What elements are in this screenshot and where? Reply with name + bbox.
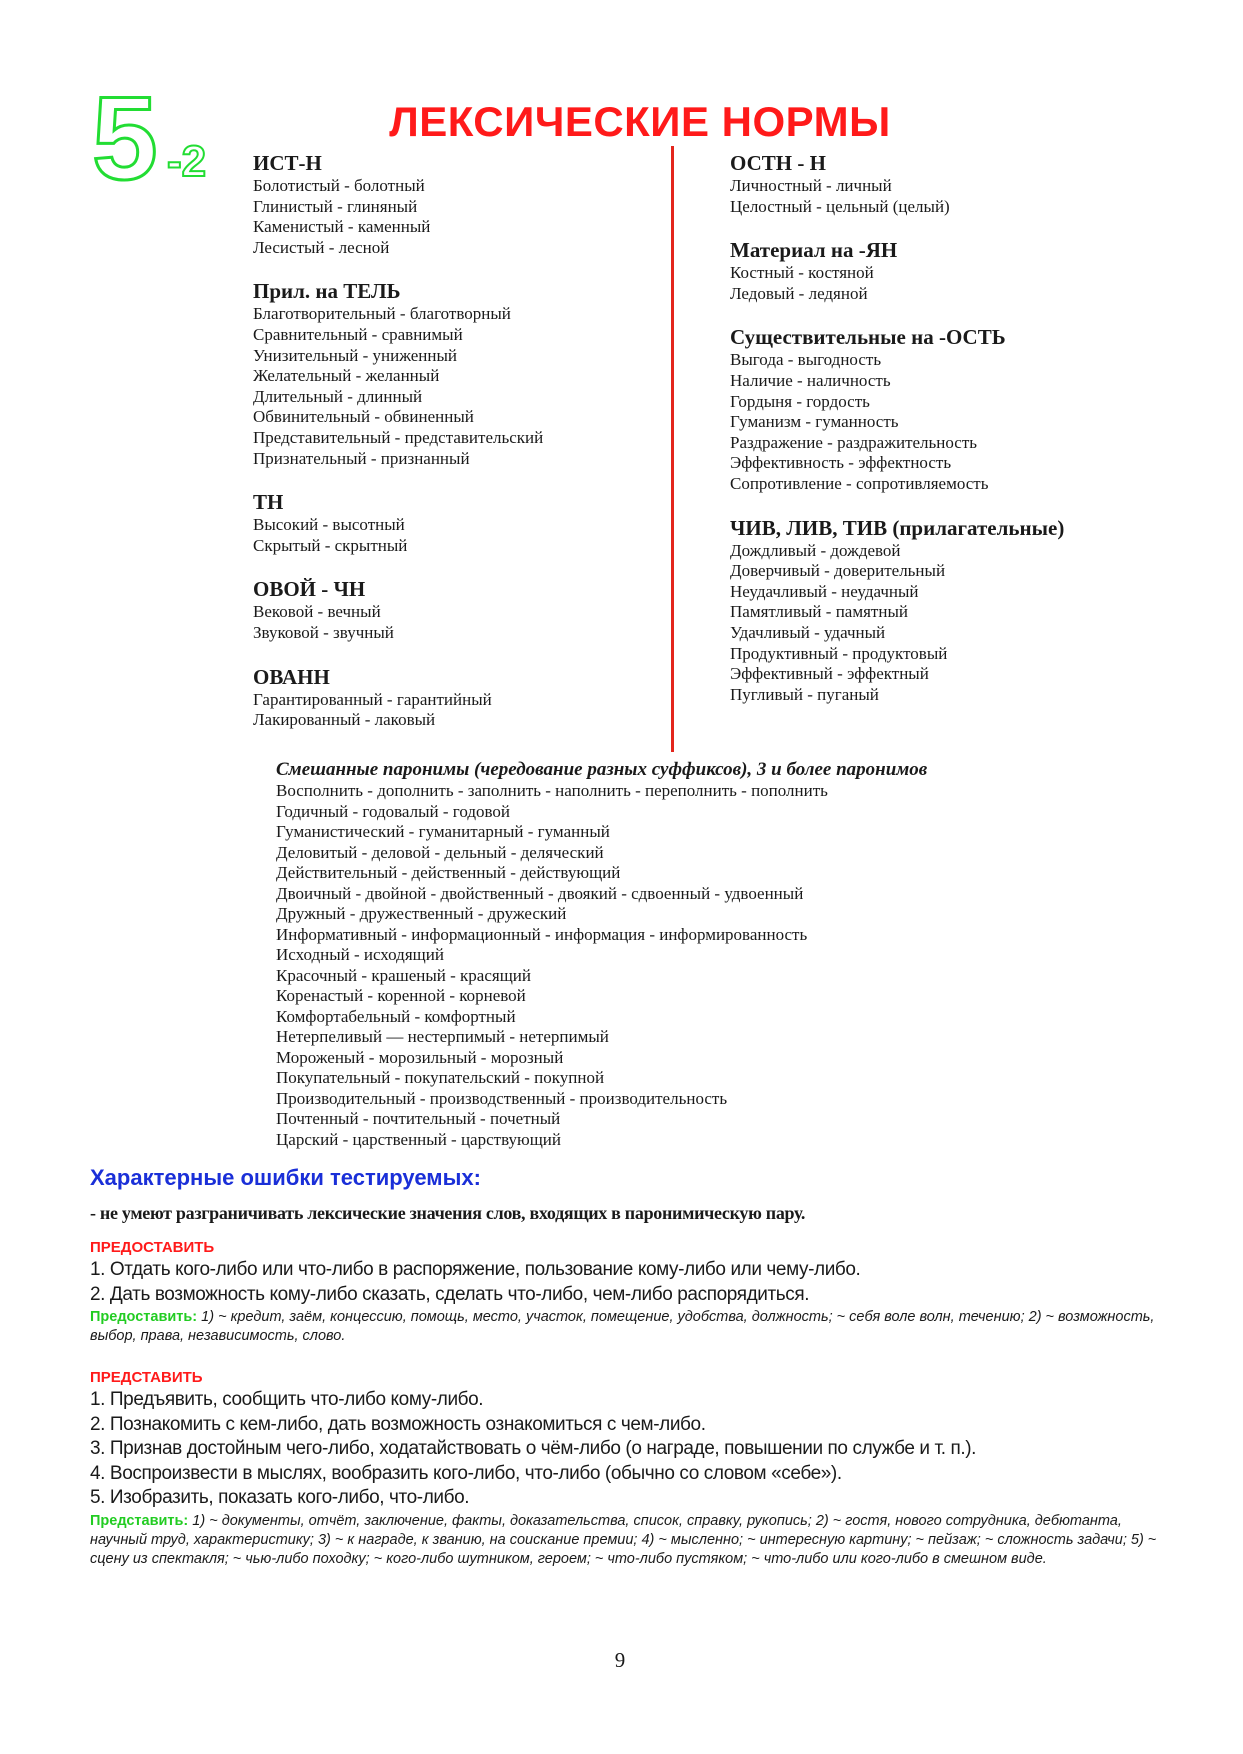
predstavit-examples-text: 1) ~ документы, отчёт, заключение, факты, доказательства, список, справку, рукопись; 2) ~ гостя, нового сотрудника, дебютанта, научный труд, характеристику; 3) ~ к награде, к званию, на соискание премии; 4) ~ мысленно; ~ интересную картину; ~ пейзаж; ~ сложность задачи; 5) ~ сцену из спектакля; ~ чью-либо походку; ~ кого-либо шутником, героем; ~ что-либо пустяком; ~ что-либо или кого-либо в смешном виде. (90, 1512, 1157, 1567)
paronym-pair: Эффективность - эффектность (730, 453, 952, 473)
paronym-section (730, 324, 1150, 494)
definition-item: 3. Признав достойным чего-либо, ходатайствовать о чём-либо (о награде, повышении по службе и т. п.). (90, 1438, 977, 1459)
paronym-pair: Выгода - выгодность (730, 350, 882, 370)
page-number: 9 (614, 1648, 626, 1672)
paronym-pair: Звуковой - звучный (253, 622, 394, 642)
predostavit-examples-text: 1) ~ кредит, заём, концессию, помощь, место, участок, помещение, удобства, должность; ~ себя воле волн, течению; 2) ~ возможность, выбор, права, независимость, слово. (90, 1309, 1155, 1344)
predostavit-title: ПРЕДОСТАВИТЬ (90, 1239, 215, 1256)
paronym-section (730, 150, 1150, 217)
definition-item: 1. Предъявить, сообщить что-либо кому-либо. (90, 1389, 484, 1410)
paronym-pair: Костный - костяной (730, 263, 874, 283)
definition-item: 4. Воспроизвести в мыслях, вообразить кого-либо, что-либо (обычно со словом «себе»). (90, 1462, 842, 1484)
paronym-pair: Сопротивление - сопротивляемость (730, 473, 989, 493)
paronym-pair: Скрытый - скрытный (253, 535, 408, 555)
paronym-pair: Продуктивный - продуктовый (730, 643, 948, 663)
paronym-group: Двоичный - двойной - двойственный - двоякий - сдвоенный - удвоенный (276, 883, 804, 903)
section-title: Прил. на ТЕЛЬ (253, 279, 401, 304)
paronym-pair: Гуманизм - гуманность (730, 412, 899, 432)
paronym-pair: Глинистый - глиняный (253, 196, 418, 216)
paronym-section (253, 576, 663, 643)
section-title: ОВОЙ - ЧН (253, 577, 366, 602)
paronym-section (253, 150, 663, 258)
definition-item: 1. Отдать кого-либо или что-либо в распоряжение, пользование кому-либо или чему-либо. (90, 1259, 861, 1280)
paronym-pair: Доверчивый - доверительный (730, 561, 946, 581)
paronym-pair: Болотистый - болотный (253, 176, 425, 195)
paronym-group: Деловитый - деловой - дельный - деляческий (276, 842, 604, 862)
paronym-pair: Дождливый - дождевой (730, 540, 901, 560)
paronym-pair: Лесистый - лесной (253, 237, 390, 257)
paronym-pair: Вековой - вечный (253, 602, 381, 622)
paronym-section (253, 278, 663, 469)
paronym-group: Комфортабельный - комфортный (276, 1006, 516, 1026)
paronym-pair: Желательный - желанный (253, 366, 440, 386)
paronym-pair: Признательный - признанный (253, 448, 470, 468)
predstavit-examples (90, 1512, 1158, 1569)
paronym-pair: Представительный - представительский (253, 427, 544, 447)
definition-item: 2. Познакомить с кем-либо, дать возможность ознакомиться с чем-либо. (90, 1413, 706, 1435)
chapter-subnumber: -2 (167, 137, 207, 186)
section-title: ИСТ-Н (253, 151, 322, 175)
mixed-paronyms-section (276, 758, 1076, 1150)
paronym-group: Действительный - действенный - действующий (276, 863, 621, 882)
paronym-group: Годичный - годовалый - годовой (276, 801, 511, 821)
section-title: ОВАНН (253, 664, 330, 689)
predostavit-examples-label: Предоставить: (90, 1309, 198, 1325)
paronym-pair: Обвинительный - обвиненный (253, 407, 474, 427)
section-title: ЧИВ, ЛИВ, ТИВ (прилагательные) (730, 515, 1065, 540)
paronym-pair: Неудачливый - неудачный (730, 581, 919, 601)
mixed-paronyms-title: Смешанные паронимы (чередование разных суффиксов), 3 и более паронимов (276, 759, 928, 780)
predstavit-definitions (90, 1388, 1158, 1511)
mixed-paronyms-list (276, 781, 1076, 1150)
section-title: Существительные на -ОСТЬ (730, 325, 1006, 350)
chapter-number: 5 (92, 73, 158, 205)
paronym-group: Мороженый - морозильный - морозный (276, 1047, 564, 1067)
predstavit-block (90, 1368, 1158, 1569)
paronym-section (253, 664, 663, 731)
paronym-pair: Унизительный - униженный (253, 345, 458, 365)
definition-item: 5. Изобразить, показать кого-либо, что-либо. (90, 1487, 470, 1508)
predstavit-title: ПРЕДСТАВИТЬ (90, 1369, 203, 1386)
paronym-group: Коренастый - коренной - корневой (276, 986, 526, 1005)
paronym-pair: Пугливый - пуганый (730, 684, 879, 704)
column-divider (671, 146, 674, 752)
paronym-pair: Высокий - высотный (253, 515, 405, 535)
right-column (730, 150, 1150, 725)
errors-line: - не умеют разграничивать лексические значения слов, входящих в паронимическую пару. (90, 1203, 806, 1223)
paronym-group: Нетерпеливый — нестерпимый - нетерпимый (276, 1027, 609, 1046)
paronym-pair: Личностный - личный (730, 176, 892, 195)
paronym-group: Красочный - крашеный - красящий (276, 965, 531, 985)
paronym-group: Производительный - производственный - производительность (276, 1088, 728, 1108)
paronym-section (730, 237, 1150, 304)
paronym-section (730, 515, 1150, 706)
paronym-group: Восполнить - дополнить - заполнить - наполнить - переполнить - пополнить (276, 781, 828, 800)
paronym-pair: Памятливый - памятный (730, 602, 908, 622)
paronym-group: Гуманистический - гуманитарный - гуманный (276, 822, 610, 841)
definition-item: 2. Дать возможность кому-либо сказать, сделать что-либо, чем-либо распорядиться. (90, 1283, 810, 1305)
page-title: ЛЕКСИЧЕСКИЕ НОРМЫ (389, 98, 891, 145)
predostavit-definitions (90, 1258, 1158, 1307)
errors-heading: Характерные ошибки тестируемых: (90, 1165, 481, 1190)
paronym-pair: Длительный - длинный (253, 386, 423, 406)
predstavit-examples-label: Представить: (90, 1512, 189, 1529)
paronym-group: Царский - царственный - царствующий (276, 1129, 561, 1149)
paronym-pair: Каменистый - каменный (253, 217, 431, 237)
paronym-pair: Наличие - наличность (730, 370, 891, 390)
paronym-pair: Ледовый - ледяной (730, 283, 868, 303)
paronym-pair: Гарантированный - гарантийный (253, 689, 492, 709)
predostavit-block (90, 1238, 1158, 1346)
paronym-group: Почтенный - почтительный - почетный (276, 1109, 561, 1128)
paronym-group: Исходный - исходящий (276, 945, 444, 964)
left-column (253, 150, 663, 751)
paronym-pair: Целостный - цельный (целый) (730, 196, 950, 216)
predostavit-examples (90, 1308, 1158, 1346)
section-title: ТН (253, 490, 284, 515)
paronym-pair: Лакированный - лаковый (253, 710, 436, 730)
paronym-pair: Гордыня - гордость (730, 391, 870, 411)
paronym-pair: Раздражение - раздражительность (730, 432, 978, 452)
paronym-pair: Удачливый - удачный (730, 622, 886, 642)
paronym-section (253, 489, 663, 556)
paronym-pair: Сравнительный - сравнимый (253, 324, 463, 344)
paronym-pair: Благотворительный - благотворный (253, 304, 511, 324)
section-title: ОСТН - Н (730, 151, 826, 175)
paronym-group: Информативный - информационный - информация - информированность (276, 924, 808, 944)
section-title: Материал на -ЯН (730, 238, 898, 263)
paronym-pair: Эффективный - эффектный (730, 664, 929, 684)
paronym-group: Покупательный - покупательский - покупной (276, 1068, 605, 1087)
paronym-group: Дружный - дружественный - дружеский (276, 904, 567, 923)
